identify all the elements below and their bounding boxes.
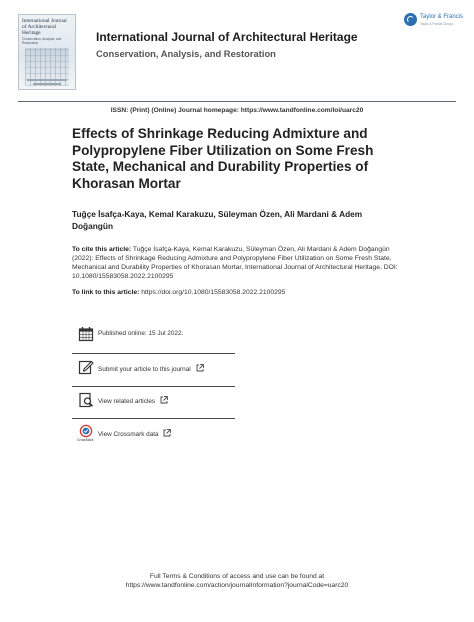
external-link-icon <box>163 429 171 439</box>
related-articles-link[interactable] <box>98 396 168 406</box>
terms-footer <box>0 573 474 590</box>
row-divider <box>72 386 235 387</box>
article-title: Effects of Shrinkage Reducing Admixture and Polypropylene Fiber Utilization on Some Fresh State, Mechanical and Durability Properties of Khorasan Mortar <box>72 126 374 191</box>
article-doi-link[interactable]: https://doi.org/10.1080/15583058.2022.2100295 <box>141 289 286 296</box>
publisher-logo[interactable] <box>404 12 468 34</box>
journal-title[interactable]: International Journal of Architectural Heritage <box>96 30 358 44</box>
crossmark-label: View Crossmark data <box>98 431 159 438</box>
publisher-name: Taylor & Francis <box>420 14 464 20</box>
crossmark-link[interactable] <box>98 429 171 439</box>
crossmark-logo-text: CrossMark <box>77 438 94 442</box>
article-link-block <box>72 289 407 296</box>
link-label: To link to this article: <box>72 289 140 296</box>
row-divider <box>72 353 235 354</box>
publisher-logo-icon <box>404 13 417 26</box>
row-divider <box>72 418 235 419</box>
external-link-icon <box>160 396 168 406</box>
journal-cover-thumbnail <box>18 14 76 90</box>
terms-url-link[interactable]: https://www.tandfonline.com/action/journalInformation?journalCode=uarc20 <box>125 581 349 589</box>
cover-line <box>27 79 67 81</box>
calendar-icon <box>78 326 94 342</box>
article-authors: Tuğçe İsafça-Kaya, Kemal Karakuzu, Süleyman Özen, Ali Mardani & Adem Doğangün <box>72 209 363 231</box>
external-link-icon <box>196 364 204 374</box>
submit-article-label: Submit your article to this journal <box>98 366 191 373</box>
citation-block <box>72 246 407 282</box>
header-divider <box>18 101 456 102</box>
publisher-tagline: Taylor & Francis Group <box>420 22 453 26</box>
published-online-date: Published online: 15 Jul 2022. <box>98 330 184 337</box>
cite-text[interactable]: Tuğçe İsafça-Kaya, Kemal Karakuzu, Süleyman Özen, Ali Mardani & Adem Doğangün (2022): Effects of Shrinkage Reducing Admixture and Polypropylene Fiber Utilization on Some Fresh State, Mechanical and Durability Properties of Khorasan Mortar, International Journal of Architectural Heritage, DOI: 10.1080/15583058.2022.2100295 <box>72 246 398 280</box>
related-articles-icon <box>78 392 94 408</box>
terms-line: Full Terms & Conditions of access and use can be found at <box>149 573 325 580</box>
issn-homepage-line[interactable]: ISSN: (Print) (Online) Journal homepage: https://www.tandfonline.com/loi/uarc20 <box>110 107 364 114</box>
cover-title: International Journal of Architectural Heritage <box>22 18 67 36</box>
submit-article-link[interactable] <box>98 364 204 374</box>
related-articles-label: View related articles <box>98 398 156 405</box>
edit-icon <box>78 359 94 375</box>
cover-line <box>33 83 61 85</box>
cover-subtitle: Conservation, Analysis, and Restoration <box>22 37 62 45</box>
journal-subtitle: Conservation, Analysis, and Restoration <box>96 48 276 59</box>
cite-label: To cite this article: <box>72 246 132 253</box>
